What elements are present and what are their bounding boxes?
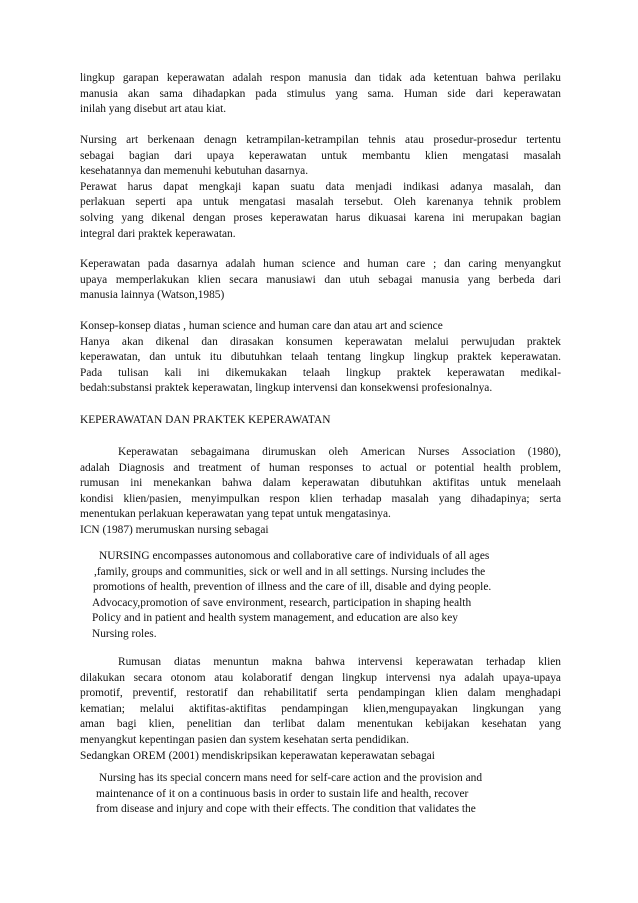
text-line: ,family, groups and communities, sick or well and in all settings. Nursing includes the: [94, 565, 486, 578]
text-line: Nursing has its special concern mans need for self-care action and the provision and: [99, 772, 483, 784]
text-line: manusia lainnya (Watson,1985): [80, 289, 225, 302]
text-line: menyangkut kepentingan pasien dan system kesehatan serta pendidikan.: [80, 733, 409, 746]
paragraph-intervention: [80, 655, 561, 764]
text-line: kesehatannya dan memenuhi kebutuhan dasarnya.: [80, 165, 309, 178]
text-line: NURSING encompasses autonomous and collaborative care of individuals of all ages: [99, 550, 490, 562]
text-line: kematian; melalui aktifitas-aktifitas pendampingan klien,mengupayakan lingkungan yang: [80, 702, 561, 715]
text-line: Pada tulisan kali ini dikemukakan telaah lingkup praktek keperawatan medikal-: [80, 366, 561, 379]
text-line: Sedangkan OREM (2001) mendiskripsikan keperawatan keperawatan sebagai: [80, 749, 435, 762]
paragraph-concepts: [80, 319, 561, 397]
text-line: ICN (1987) merumuskan nursing sebagai: [80, 523, 269, 536]
text-line: sebagai bagian dari upaya keperawatan untuk membantu klien mengatasi masalah: [80, 149, 561, 162]
quote-orem: [96, 771, 562, 818]
text-line: Keperawatan sebagaimana dirumuskan oleh American Nurses Association (1980),: [118, 446, 561, 458]
quote-icn: [92, 549, 562, 643]
text-line: kondisi klien/pasien, menyimpulkan respon klien terhadap masalah yang dihadapinya; serta: [80, 492, 561, 505]
paragraph-ana-definition: [80, 445, 561, 539]
text-line: Konsep-konsep diatas , human science and human care dan atau art and science: [80, 320, 443, 332]
text-line: Nursing roles.: [92, 627, 157, 640]
text-line: aman bagi klien, penelitian dan terlibat dalam menentukan kebijakan kesehatan yang: [80, 718, 561, 731]
text-line: Keperawatan pada dasarnya adalah human science and human care ; dan caring menyangkut: [80, 258, 561, 270]
text-line: perlakuan seperti apa untuk mengatasi masalah tersebut. Oleh karenanya tehnik problem: [80, 196, 561, 209]
text-line: rumusan ini menekankan bahwa dalam keperawatan dibutuhkan aktifitas untuk menelaah: [80, 477, 561, 490]
paragraph-nursing-art: [80, 133, 561, 242]
text-line: promotif, preventif, restoratif dan rehabilitatif serta pendampingan klien dalam menghadapi: [80, 687, 561, 700]
paragraph-human-science: [80, 257, 561, 304]
text-line: promotions of health, prevention of illness and the care of ill, disable and dying people.: [93, 581, 492, 594]
text-line: Policy and in patient and health system management, and education are also key: [92, 612, 458, 625]
text-line: maintenance of it on a continuous basis in order to sustain life and health, recover: [96, 787, 469, 800]
text-line: solving yang dikenal dengan proses keperawatan harus dikuasai karena ini merupakan bagian: [80, 211, 561, 224]
text-line: bedah:substansi praktek keperawatan, lingkup intervensi dan konsekwensi profesionalnya.: [80, 382, 493, 395]
text-line: Advocacy,promotion of save environment, research, participation in shaping health: [92, 596, 472, 609]
text-line: keperawatan, dan untuk itu dibutuhkan telaah tentang lingkup lingkup praktek keperawatan.: [80, 351, 561, 364]
text-line: Hanya akan dikenal dan dirasakan konsumen keperawatan melalui perwujudan praktek: [80, 335, 561, 348]
text-line: Rumusan diatas menuntun makna bahwa intervensi keperawatan terhadap klien: [118, 656, 561, 668]
text-line: manusia akan sama dihadapkan pada stimulus yang sama. Human side dari keperawatan: [80, 87, 561, 100]
text-line: menentukan perlakuan keperawatan yang tepat untuk mengatasinya.: [80, 508, 391, 521]
paragraph-nursing-scope: [80, 71, 561, 118]
text-line: adalah Diagnosis and treatment of human responses to actual or potential health problem,: [80, 461, 561, 474]
text-line: integral dari praktek keperawatan.: [80, 227, 236, 240]
text-line: upaya memperlakukan klien secara manusiawi dan utuh sebagai manusia yang berbeda dari: [80, 273, 561, 286]
text-line: inilah yang disebut art atau kiat.: [80, 103, 227, 116]
text-line: lingkup garapan keperawatan adalah respon manusia dan tidak ada ketentuan bahwa perilaku: [80, 72, 561, 84]
text-line: from disease and injury and cope with their effects. The condition that validates the: [96, 803, 476, 816]
text-line: dilakukan secara otonom atau kolaboratif dengan lingkup intervensi nya adalah upaya-upaya: [80, 671, 561, 684]
text-line: Nursing art berkenaan denagn ketrampilan-ketrampilan tehnis atau prosedur-prosedur tertentu: [80, 134, 561, 146]
section-heading: KEPERAWATAN DAN PRAKTEK KEPERAWATAN: [80, 414, 331, 426]
text-line: Perawat harus dapat mengkaji kapan suatu data menjadi indikasi adanya masalah, dan: [80, 180, 561, 193]
